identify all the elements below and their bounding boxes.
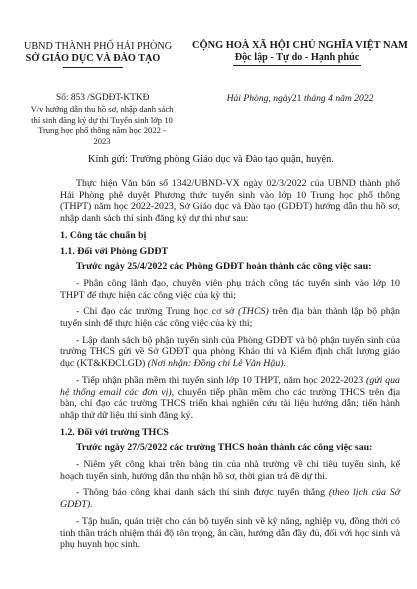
intro-paragraph: Thực hiện Văn bản số 1342/UBND-VX ngày 02/3/2022 của UBND thành phố Hải Phòng phê duyệt Phương thức tuyển sinh vào lớp 10 Trung học phổ thông (THPT) năm học 2022-2023, Sở Giáo dục và Đào tạo (GDĐT) hướng dẫn thu hồ sơ, nhập danh sách thí sinh đăng ký dự thi như sau: bbox=[60, 178, 400, 225]
agency-name: SỞ GIÁO DỤC VÀ ĐÀO TẠO bbox=[25, 53, 161, 64]
agency-parent: UBND THÀNH PHỐ HẢI PHÒNG bbox=[24, 41, 173, 52]
deadline-paragraph: Trước ngày 25/4/2022 các Phòng GDĐT hoàn thành các công việc sau: bbox=[76, 261, 372, 273]
task-paragraph bbox=[60, 306, 400, 329]
issue-date bbox=[200, 93, 400, 104]
task-paragraph: - Tập huấn, quán triệt cho cán bộ tuyển sinh về kỹ năng, nghiệp vụ, đồng thời có tinh thần trách nhiệm thái độ tôn trọng, ân cần, hướng dẫn đầy đủ, đối với học sinh và phụ huynh học sinh. bbox=[60, 515, 400, 551]
task-paragraph: - Phân công lãnh đạo, chuyên viên phụ trách công tác tuyển sinh vào lớp 10 THPT để thực hiện các công việc của kỳ thi; bbox=[60, 277, 400, 301]
date-day: 21 bbox=[291, 93, 302, 104]
task-text: - Tiếp nhận phần mềm thi tuyển sinh lớp 10 THPT, năm học 2022-2023 bbox=[76, 374, 367, 386]
subsection-heading: 1.1. Đối với Phòng GDĐT bbox=[60, 245, 169, 257]
national-header bbox=[192, 40, 408, 66]
issuing-agency bbox=[24, 41, 173, 68]
task-note: (THCS) bbox=[238, 306, 269, 318]
section-heading: 1. Công tác chuẩn bị bbox=[60, 229, 147, 241]
nation-title: CỘNG HOÀ XÃ HỘI CHỦ NGHĨA VIỆT NAM bbox=[192, 40, 408, 51]
task-note: (gửi qua hệ thống email các đơn vị) bbox=[60, 374, 400, 398]
recipient-line: Kính gửi: Trường phòng Giáo dục và Đào tạo quận, huyện. bbox=[88, 154, 334, 165]
task-paragraph bbox=[60, 487, 400, 510]
motto-underline bbox=[233, 65, 361, 66]
deadline-paragraph: Trước ngày 27/5/2022 các trường THCS hoàn thành các công việc sau: bbox=[76, 442, 373, 454]
task-note: (Nơi nhận: Đồng chí Lê Văn Hậu). bbox=[147, 358, 287, 370]
task-paragraph bbox=[60, 335, 400, 370]
date-suffix: tháng 4 năm 2022 bbox=[301, 93, 374, 104]
task-paragraph: - Niêm yết công khai trên bảng tin của nhà trường về chỉ tiêu tuyển sinh, kế hoạch tuyển sinh, hướng dẫn thu nhận hồ sơ, thời gian trả đề dự thi. bbox=[60, 459, 400, 482]
document-subject: V/v hướng dẫn thu hồ sơ, nhập danh sách thí sinh đăng ký dự thi Tuyển sinh lớp 10 Trung học phổ thông năm học 2022 - 2023 bbox=[30, 104, 174, 146]
task-paragraph bbox=[60, 375, 400, 422]
subsection-heading: 1.2. Đối với trường THCS bbox=[60, 426, 169, 438]
task-note: (theo lịch của Sở GDĐT). bbox=[60, 487, 400, 511]
task-text: trên địa bàn thành lập bộ phận tuyển sinh để thực hiện các công việc của kỳ thi; bbox=[60, 306, 400, 330]
task-text: - Chỉ đạo các trường Trung học cơ sở bbox=[76, 306, 239, 318]
document-number: Số: 853 /SGDĐT-KTKĐ bbox=[56, 93, 150, 103]
task-text: , chuyển tiếp phần mềm cho các trường THCS trên địa bàn, chỉ đạo các trường THCS triển khai nghiên cứu tài liệu hướng dẫn; tiến hành nhập thử dữ liệu thí sinh đăng ký. bbox=[60, 386, 400, 421]
agency-underline bbox=[63, 67, 123, 68]
date-prefix: Hải Phòng, ngày bbox=[226, 93, 292, 104]
task-text: - Thông báo công khai danh sách thí sinh được tuyển thẳng bbox=[76, 487, 329, 499]
document-body bbox=[60, 178, 400, 556]
task-text: - Lập danh sách bộ phận tuyển sinh của Phòng GDĐT và bộ phận tuyển sinh của trường THCS gửi về Sở GDĐT qua phòng Khảo thí và Kiểm định chất lượng giáo dục (KT&KĐCLGD) bbox=[60, 334, 400, 370]
national-motto: Độc lập - Tự do - Hạnh phúc bbox=[234, 52, 360, 63]
